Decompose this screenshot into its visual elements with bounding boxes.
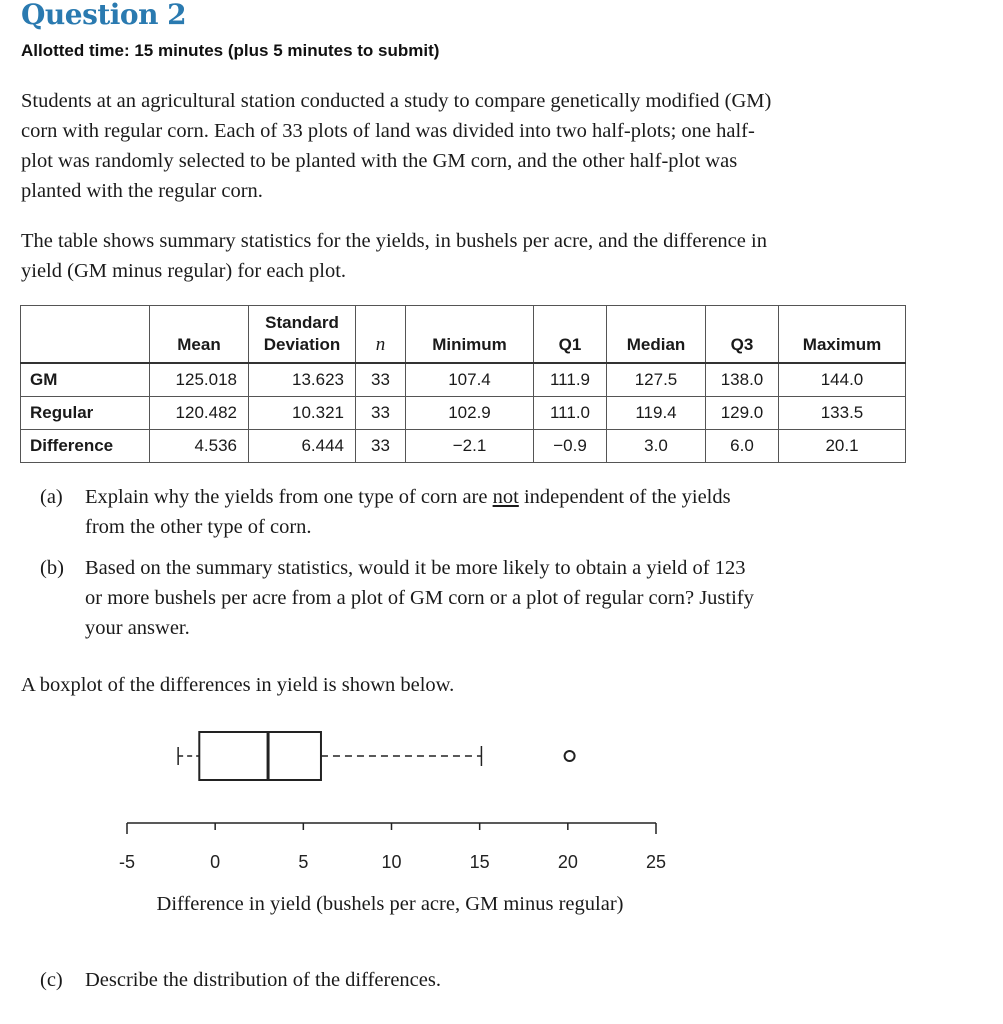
cell-q3: 138.0 [706,363,779,397]
cell-min: −2.1 [406,430,534,463]
x-tick-label: 15 [469,852,490,872]
cell-max: 20.1 [779,430,906,463]
header-n [356,306,406,364]
row-label: GM [21,363,150,397]
header-median: Median [607,306,706,364]
boxplot-chart [0,720,780,880]
cell-q1: 111.0 [534,397,607,430]
cell-min: 107.4 [406,363,534,397]
cell-mean: 4.536 [150,430,249,463]
part-a-text-1: Explain why the yields from one type of corn are [85,486,493,508]
table-row-regular [21,397,906,430]
cell-median: 119.4 [607,397,706,430]
header-q1: Q1 [534,306,607,364]
outlier-point [565,751,575,761]
cell-sd: 13.623 [249,363,356,397]
cell-n: 33 [356,430,406,463]
boxplot-intro: A boxplot of the differences in yield is shown below. [21,674,455,696]
summary-statistics-table [20,305,906,463]
part-b-text: Based on the summary statistics, would it be more likely to obtain a yield of 123 or more bushels per acre from a plot of GM corn or a plot of regular corn? Justify your answer. [85,557,754,639]
part-a-underlined: not [492,486,519,508]
cell-sd: 6.444 [249,430,356,463]
cell-median: 3.0 [607,430,706,463]
x-tick-label: 25 [645,852,667,872]
question-title: Question 2 [21,0,187,31]
allotted-time: Allotted time: 15 minutes (plus 5 minutes to submit) [21,41,440,60]
cell-q3: 129.0 [706,397,779,430]
table-row-difference [21,430,906,463]
x-tick-label: -5 [118,852,136,872]
x-tick-label: 20 [557,852,578,872]
header-q3: Q3 [706,306,779,364]
part-a-text-2: independent of the yields from the other type of corn. [85,486,731,538]
header-maximum: Maximum [779,306,906,364]
x-tick-label: 0 [210,852,221,872]
table-header-row [21,306,906,364]
cell-q1: −0.9 [534,430,607,463]
x-tick-label: 10 [381,852,402,872]
cell-sd: 10.321 [249,397,356,430]
header-sd [249,306,356,364]
cell-n: 33 [356,363,406,397]
cell-max: 144.0 [779,363,906,397]
part-a-text [85,482,765,542]
header-n-label: n [375,334,386,355]
intro-paragraph-1: Students at an agricultural station conducted a study to compare genetically modified (GM) corn with regular corn. Each of 33 plots of land was divided into two half-plots; one half-plot was randomly selected to be planted with the GM corn, and the other half-plot was planted with the regular corn. [21,90,772,202]
x-tick-label: 5 [298,852,309,872]
header-sd-line1: Standard [265,313,339,332]
cell-max: 133.5 [779,397,906,430]
box-iqr [199,732,321,780]
part-b-tag: (b) [40,557,64,579]
row-label: Regular [21,397,150,430]
cell-q3: 6.0 [706,430,779,463]
boxplot-x-axis-label: Difference in yield (bushels per acre, GM minus regular) [156,893,624,915]
cell-mean: 125.018 [150,363,249,397]
header-minimum: Minimum [406,306,534,364]
cell-n: 33 [356,397,406,430]
cell-min: 102.9 [406,397,534,430]
table-row-gm [21,363,906,397]
header-sd-line2: Deviation [263,335,341,354]
part-c-text: Describe the distribution of the differences. [85,969,441,991]
header-blank [21,306,150,364]
cell-q1: 111.9 [534,363,607,397]
row-label: Difference [21,430,150,463]
part-a-tag: (a) [40,486,63,508]
cell-median: 127.5 [607,363,706,397]
cell-mean: 120.482 [150,397,249,430]
part-c-tag: (c) [40,969,63,991]
intro-paragraph-2: The table shows summary statistics for the yields, in bushels per acre, and the difference in yield (GM minus regular) for each plot. [21,230,767,282]
header-mean: Mean [150,306,249,364]
